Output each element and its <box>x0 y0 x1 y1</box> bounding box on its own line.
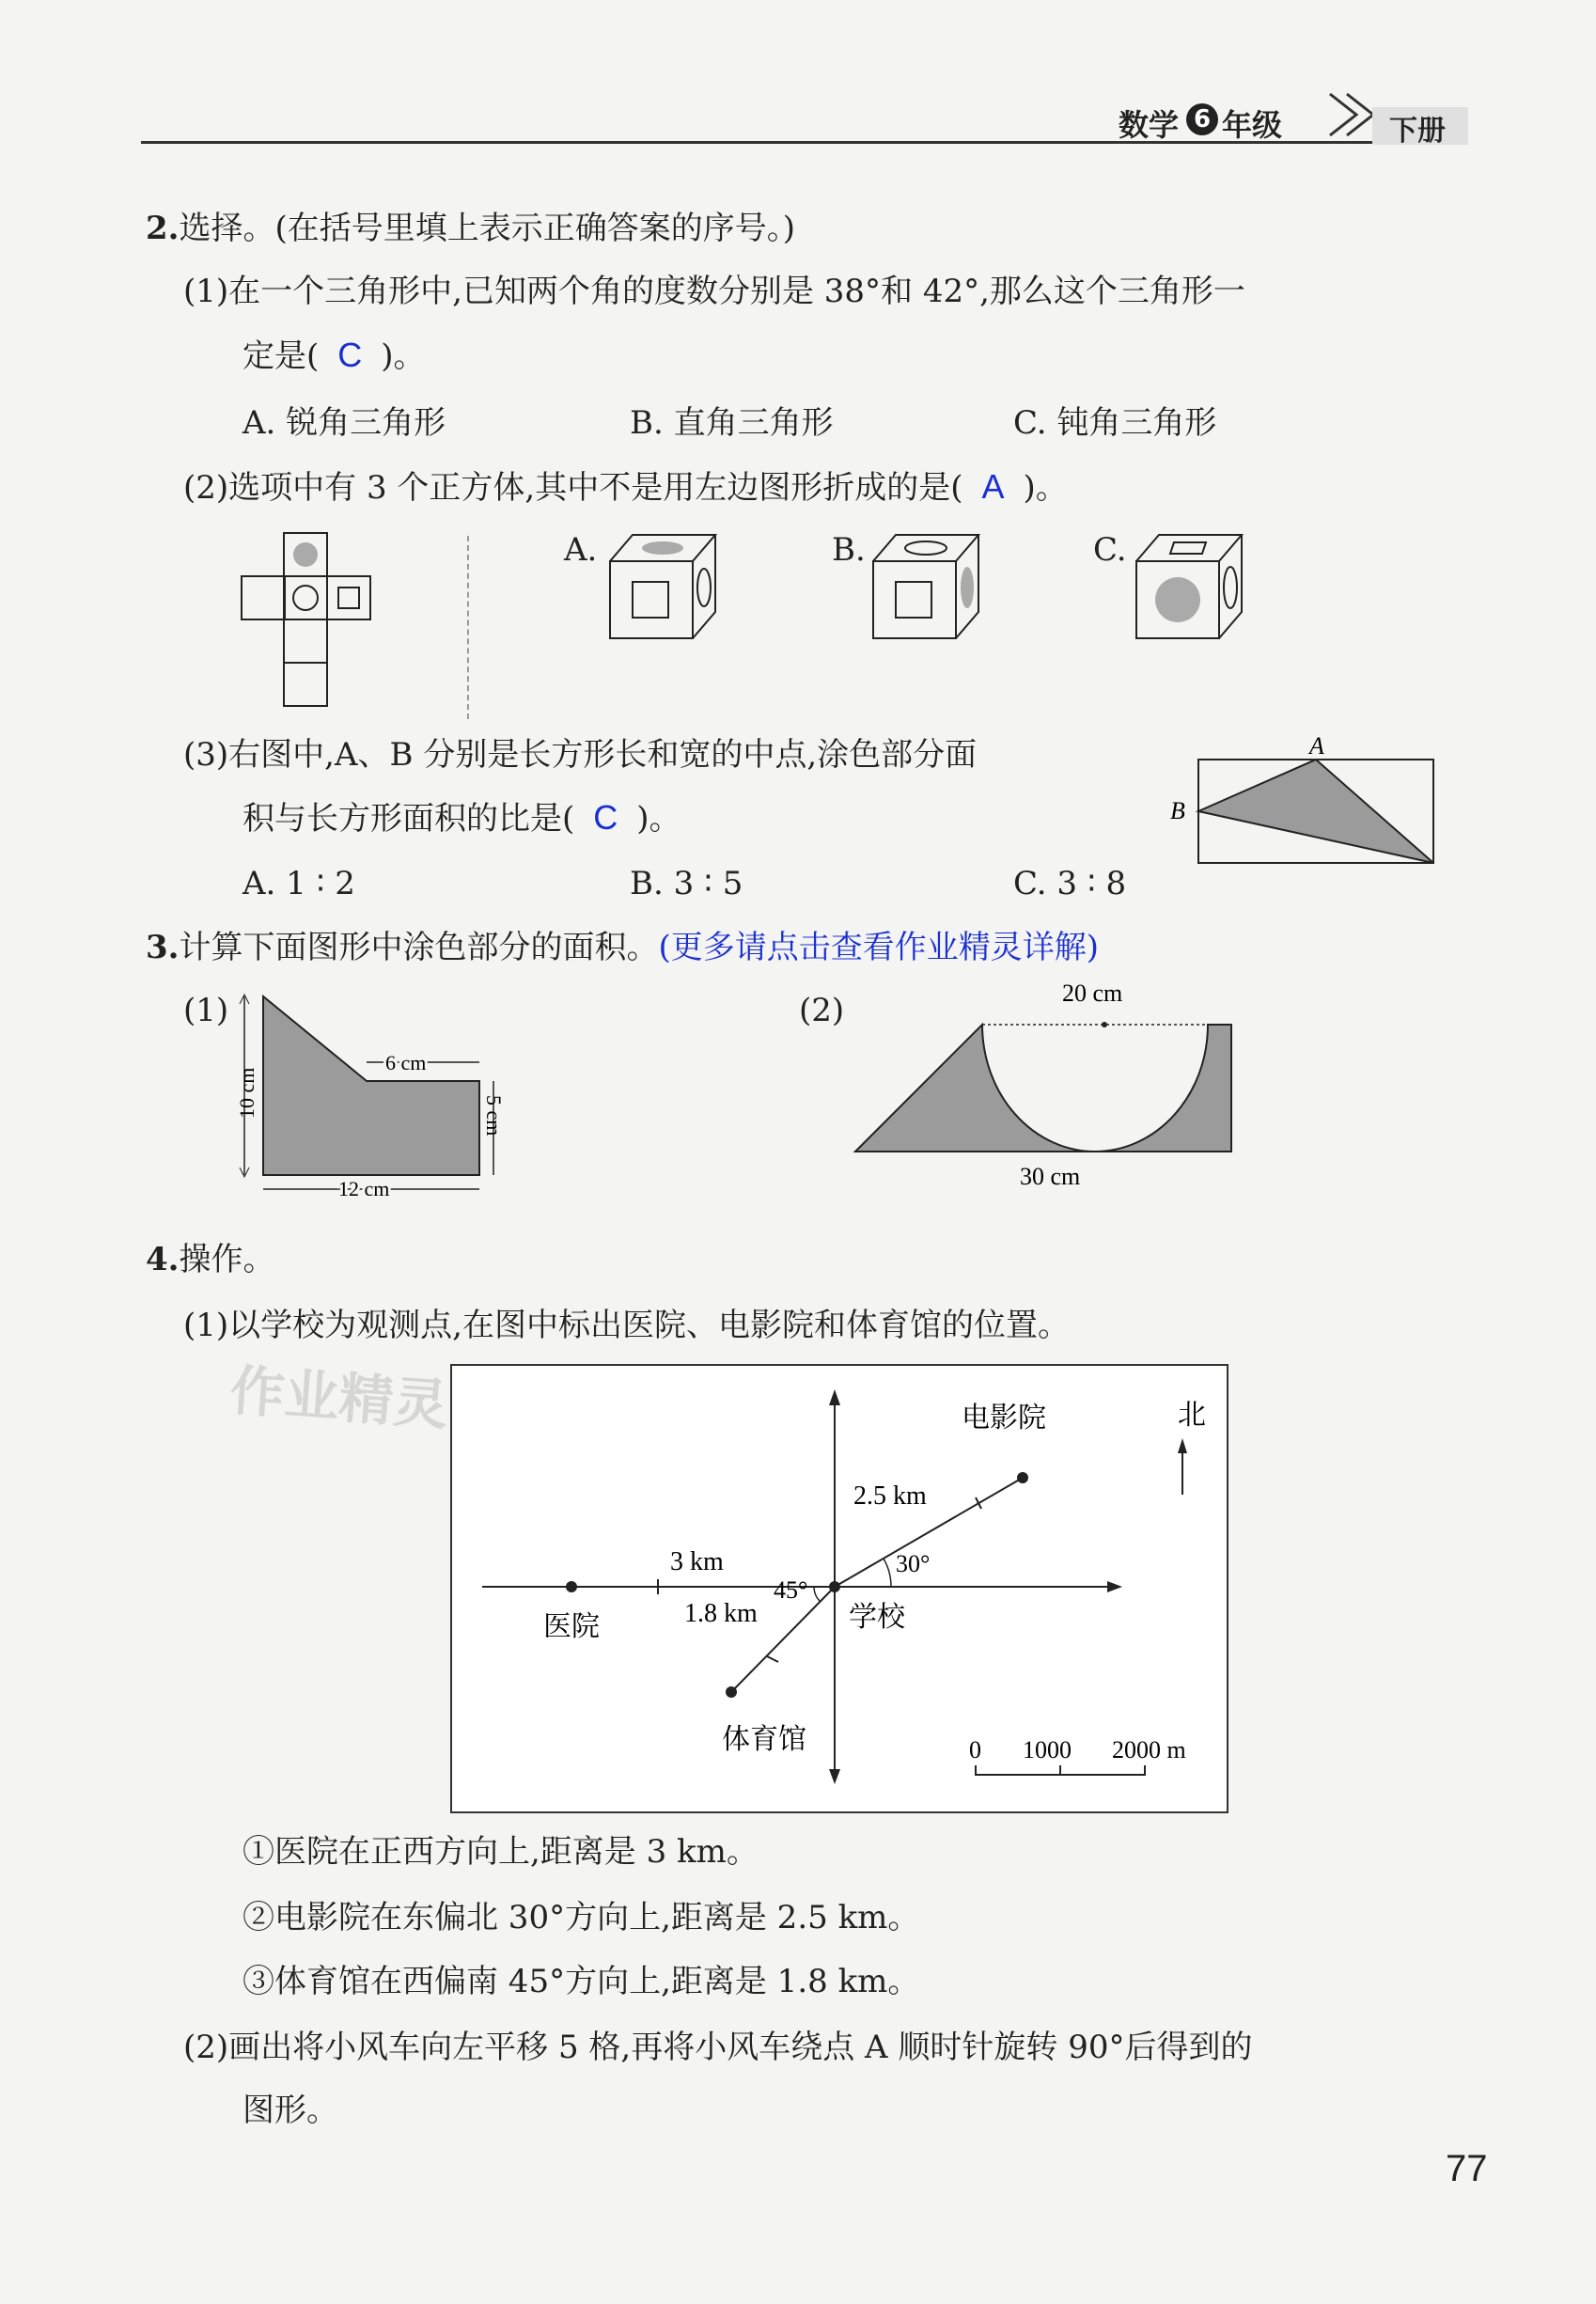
q3-figure-2 <box>851 978 1264 1190</box>
page-number: 77 <box>1446 2148 1488 2189</box>
q3-figure-1 <box>226 987 506 1200</box>
dist-hospital: 3 km <box>670 1547 724 1576</box>
q2-3-option-c: C. 3 ∶ 8 <box>1013 865 1127 902</box>
header-grade: 年级 <box>1222 107 1283 143</box>
option-a-label: A. <box>564 531 598 569</box>
cube-option-a <box>606 531 728 644</box>
q4-2-line1: (2)画出将小风车向左平移 5 格,再将小风车绕点 A 顺时针旋转 90°后得到的 <box>183 2029 1253 2066</box>
q4-title: 4.操作。 <box>146 1241 275 1278</box>
answer-q2-3: C <box>593 798 618 837</box>
dim-top: 6 cm <box>385 1051 427 1074</box>
point-a-label: A <box>1309 732 1324 760</box>
scale-2000: 2000 m <box>1112 1736 1186 1763</box>
rectangle-triangle-figure <box>1170 731 1443 863</box>
dim-diameter: 20 cm <box>1062 980 1123 1007</box>
answer-q2-2: A <box>981 467 1005 506</box>
dim-right: 5 cm <box>482 1095 506 1136</box>
q4-answer-3: ③体育馆在西偏南 45°方向上,距离是 1.8 km。 <box>243 1963 920 2000</box>
watermark: 作业精灵 <box>227 1357 450 1437</box>
q2-1-line2: 定是( C )。 <box>243 336 426 375</box>
scale-0: 0 <box>969 1736 981 1763</box>
dim-bottom: 12 cm <box>338 1177 390 1200</box>
q4-answer-1: ①医院在正西方向上,距离是 3 km。 <box>243 1833 759 1871</box>
angle-stadium: 45° <box>774 1576 808 1604</box>
q2-1-option-b: B. 直角三角形 <box>630 404 834 442</box>
q2-2-line: (2)选项中有 3 个正方体,其中不是用左边图形折成的是( A )。 <box>183 467 1068 507</box>
cube-option-b <box>869 531 992 644</box>
volume-tab: 下册 <box>1372 107 1468 145</box>
cube-option-c <box>1133 531 1255 644</box>
north-label: 北 <box>1178 1400 1206 1431</box>
q3-fig1-label: (1) <box>183 992 229 1029</box>
q2-3-option-a: A. 1 ∶ 2 <box>243 865 355 902</box>
dist-cinema: 2.5 km <box>853 1481 927 1511</box>
q4-answer-2: ②电影院在东偏北 30°方向上,距离是 2.5 km。 <box>243 1899 920 1936</box>
cube-net-figure <box>240 526 390 733</box>
q4-2-line2: 图形。 <box>243 2092 338 2129</box>
q2-3-line2: 积与长方形面积的比是( C )。 <box>243 798 681 838</box>
map-figure <box>449 1363 1229 1814</box>
angle-cinema: 30° <box>896 1550 931 1577</box>
dim-left: 10 cm <box>235 1067 258 1119</box>
dim-base: 30 cm <box>1020 1163 1081 1190</box>
stadium-label: 体育馆 <box>722 1724 806 1755</box>
details-link[interactable]: (更多请点击查看作业精灵详解) <box>658 929 1100 966</box>
school-label: 学校 <box>849 1602 905 1633</box>
answer-q2-1: C <box>337 336 363 374</box>
q3-title: 3.计算下面图形中涂色部分的面积。(更多请点击查看作业精灵详解) <box>146 929 1100 966</box>
point-b-label: B <box>1170 797 1185 824</box>
q2-3-line1: (3)右图中,A、B 分别是长方形长和宽的中点,涂色部分面 <box>183 736 978 774</box>
dist-stadium: 1.8 km <box>684 1599 758 1628</box>
page-header <box>141 94 1476 150</box>
header-subject: 数学 <box>1119 107 1180 143</box>
option-b-label: B. <box>832 531 866 569</box>
q4-1-line: (1)以学校为观测点,在图中标出医院、电影院和体育馆的位置。 <box>183 1307 1070 1344</box>
q2-title: 2.选择。(在括号里填上表示正确答案的序号。) <box>146 210 796 247</box>
option-c-label: C. <box>1093 531 1127 569</box>
cinema-label: 电影院 <box>962 1403 1046 1434</box>
q2-3-option-b: B. 3 ∶ 5 <box>630 865 743 902</box>
grade-badge: 6 <box>1186 103 1218 135</box>
hospital-label: 医院 <box>543 1611 600 1642</box>
q2-1-option-c: C. 钝角三角形 <box>1013 404 1217 442</box>
scale-1000: 1000 <box>1023 1736 1072 1763</box>
dashed-divider <box>467 536 469 719</box>
q3-fig2-label: (2) <box>799 992 845 1029</box>
q2-1-option-a: A. 锐角三角形 <box>243 404 446 442</box>
q2-1-line1: (1)在一个三角形中,已知两个角的度数分别是 38°和 42°,那么这个三角形一 <box>183 273 1245 310</box>
